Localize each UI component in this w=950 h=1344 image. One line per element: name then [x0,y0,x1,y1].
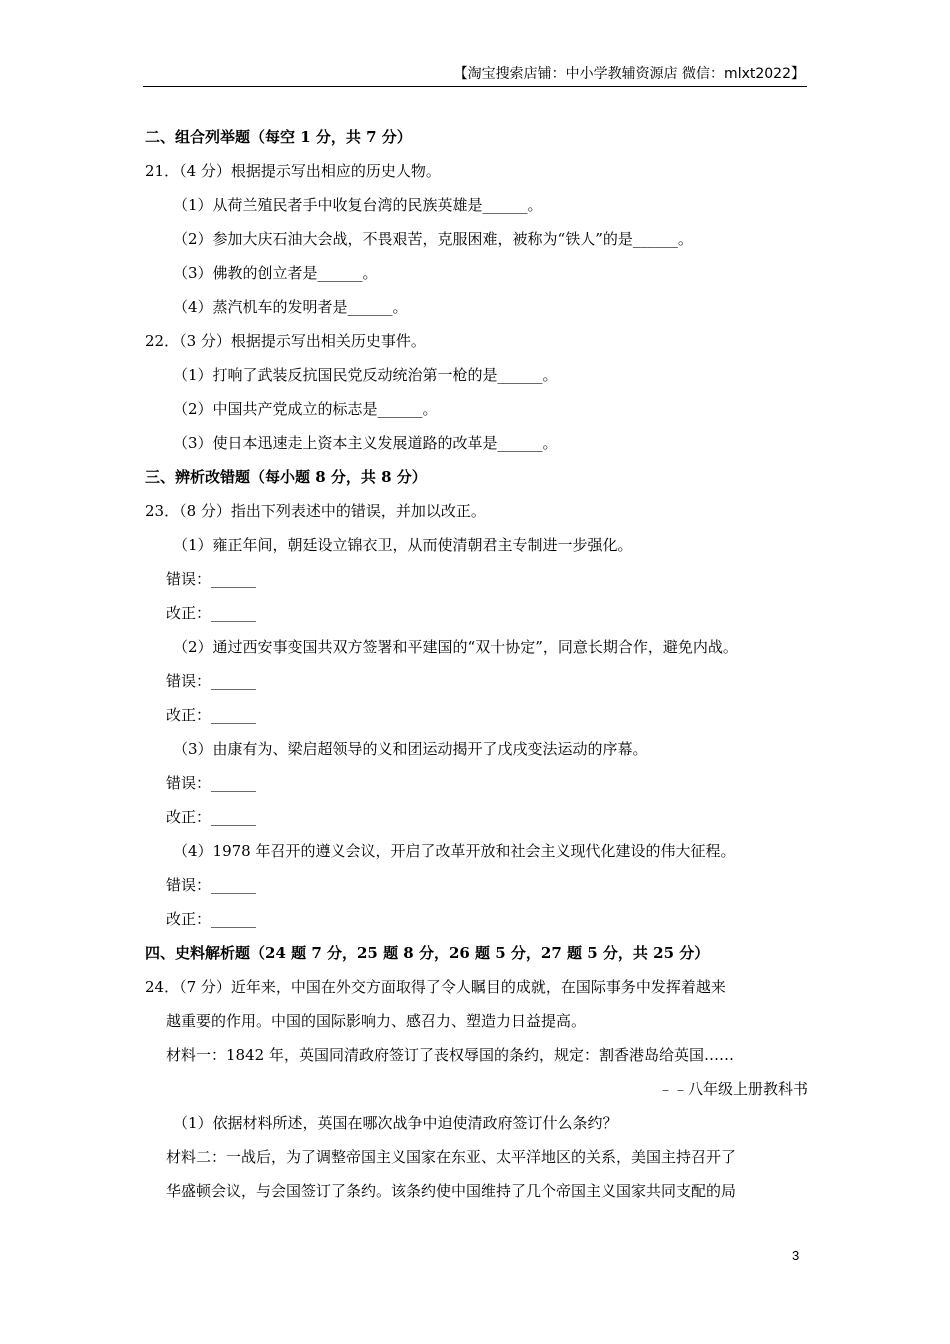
section-heading: 三、辨析改错题（每小题 8 分，共 8 分） [145,468,427,486]
text-line: 越重要的作用。中国的国际影响力、感召力、塑造力日益提高。 [166,1012,587,1030]
sub-question: （4）1978 年召开的遵义会议，开启了改革开放和社会主义现代化建设的伟大征程。 [173,842,736,860]
sub-question: （2）参加大庆石油大会战，不畏艰苦，克服困难，被称为“铁人”的是______。 [173,230,693,248]
text-line: 改正：______ [166,604,257,622]
text-line: 改正：______ [166,706,257,724]
sub-question: （3）使日本迅速走上资本主义发展道路的改革是______。 [173,434,558,452]
section-heading: 二、组合列举题（每空 1 分，共 7 分） [145,128,412,146]
sub-question: （1）从荷兰殖民者手中收复台湾的民族英雄是______。 [173,196,543,214]
question-stem: 24．（7 分）近年来，中国在外交方面取得了令人瞩目的成就，在国际事务中发挥着越来 [145,978,726,996]
page-number: 3 [792,1248,800,1263]
sub-question: （2）通过西安事变国共双方签署和平建国的“双十协定”，同意长期合作，避免内战。 [173,638,738,656]
text-line: 改正：______ [166,910,257,928]
question-stem: 21．（4 分）根据提示写出相应的历史人物。 [145,162,441,180]
text-line: 错误：______ [166,774,257,792]
sub-question: （4）蒸汽机车的发明者是______。 [173,298,408,316]
text-line: 华盛顿会议，与会国签订了条约。该条约使中国维持了几个帝国主义国家共同支配的局 [166,1182,737,1200]
page-header: 【淘宝搜索店铺：中小学教辅资源店 微信：mlxt2022】 [453,66,805,82]
sub-question: （1）打响了武装反抗国民党反动统治第一枪的是______。 [173,366,558,384]
text-line: 错误：______ [166,570,257,588]
question-stem: 22．（3 分）根据提示写出相关历史事件。 [145,332,426,350]
header-divider [143,86,807,87]
text-line: 改正：______ [166,808,257,826]
text-line: 材料一：1842 年，英国同清政府签订了丧权辱国的条约，规定：割香港岛给英国…… [166,1046,734,1064]
text-line: 错误：______ [166,876,257,894]
sub-question: （1）依据材料所述，英国在哪次战争中迫使清政府签订什么条约？ [173,1114,618,1132]
question-stem: 23．（8 分）指出下列表述中的错误，并加以改正。 [145,502,486,520]
text-line: 错误：______ [166,672,257,690]
sub-question: （3）由康有为、梁启超领导的义和团运动揭开了戊戌变法运动的序幕。 [173,740,648,758]
sub-question: （3）佛教的创立者是______。 [173,264,378,282]
document-body [145,120,810,1208]
text-line: 材料二：一战后，为了调整帝国主义国家在东亚、太平洋地区的关系，美国主持召开了 [166,1148,737,1166]
source-citation: ﹣﹣八年级上册教科书 [657,1080,808,1098]
section-heading: 四、史料解析题（24 题 7 分，25 题 8 分，26 题 5 分，27 题 5 分，共 25 分） [145,944,710,962]
sub-question: （2）中国共产党成立的标志是______。 [173,400,438,418]
sub-question: （1）雍正年间，朝廷设立锦衣卫，从而使清朝君主专制进一步强化。 [173,536,633,554]
